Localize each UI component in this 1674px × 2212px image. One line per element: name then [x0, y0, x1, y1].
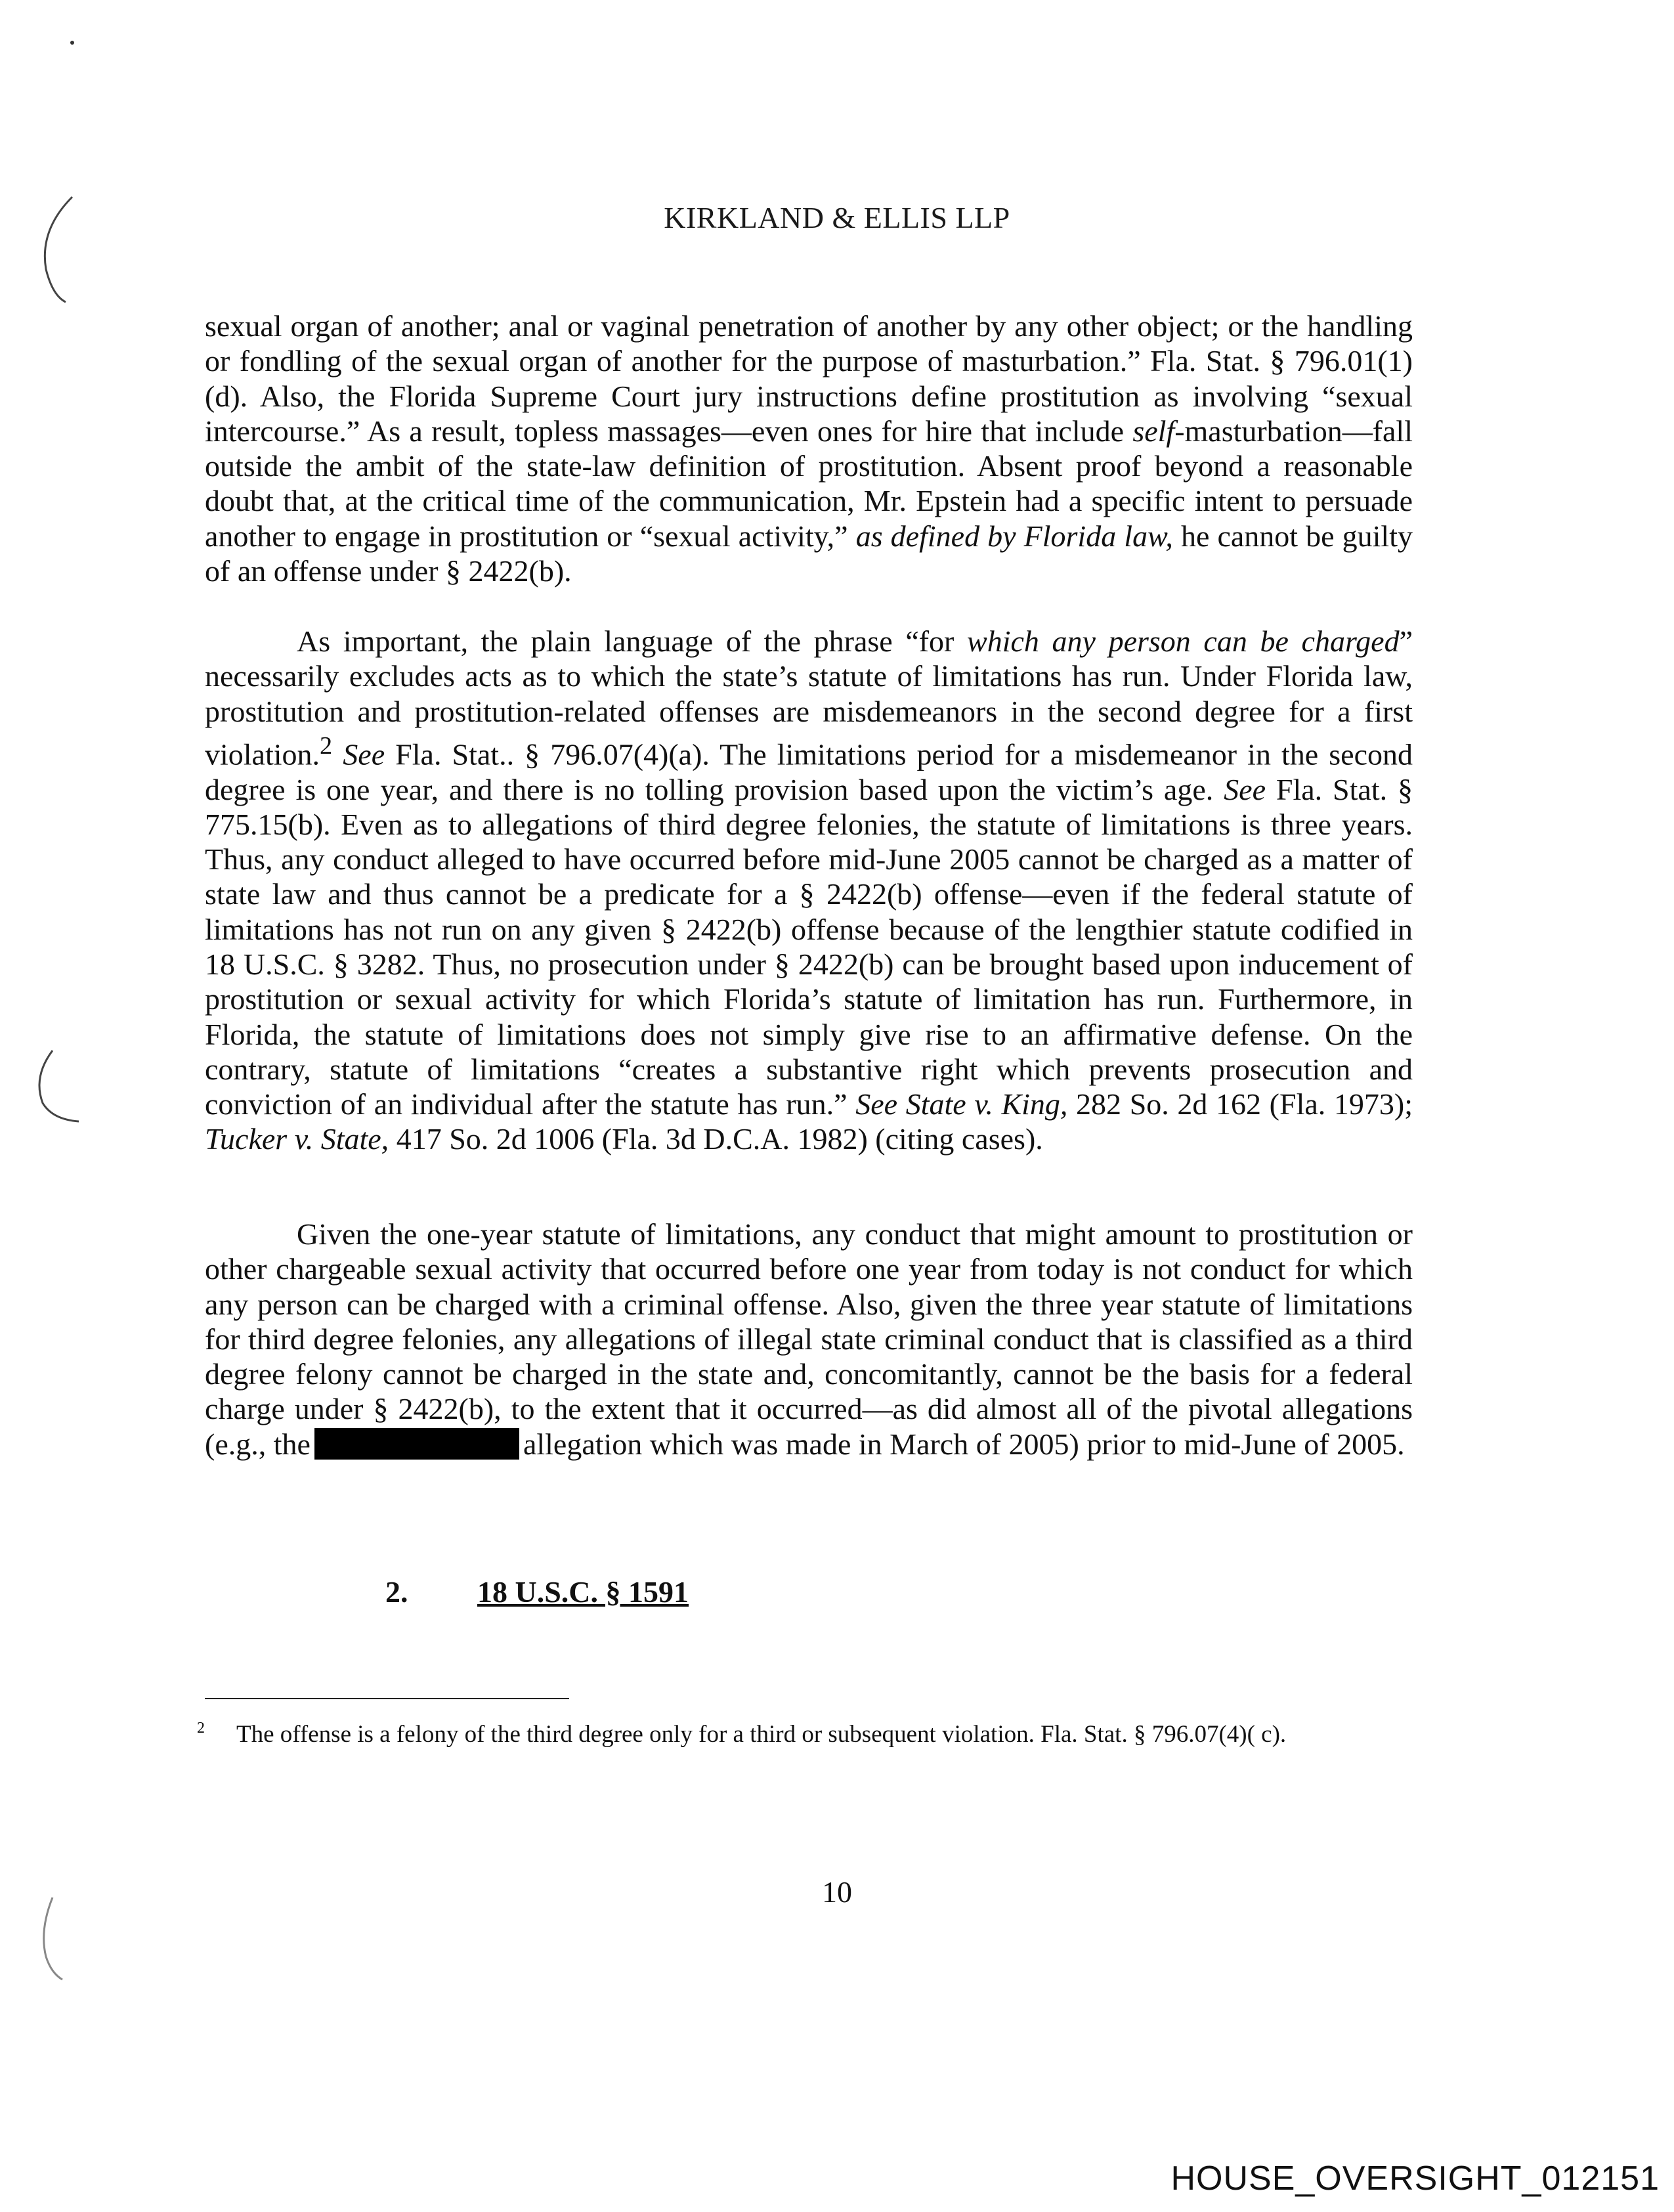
footnote-reference: 2 [320, 731, 333, 760]
section-number: 2. [385, 1575, 408, 1609]
page-number: 10 [822, 1875, 852, 1909]
scan-speck [69, 39, 75, 46]
body-paragraph-3: Given the one-year statute of limitations, any conduct that might amount to prostitution or other chargeable sexual activity that occurred before one year from today is not conduct for which any person can be charged with a criminal offense. Also, given the three year statute of limitations for third degree felonies, any allegations of illegal state criminal conduct that is classified as a third degree felony cannot be charged in the state and, concomitantly, cannot be the basis for a federal charge under § 2422(b), to the extent that it occurred—as did almost all of the pivotal allegations (e.g., the allegation which was made in March of 2005) prior to mid-June of 2005. [205, 1217, 1413, 1461]
scan-margin-mark [26, 1044, 92, 1129]
body-paragraph-1: sexual organ of another; anal or vaginal penetration of another by any other object; or the handling or fondling of the sexual organ of another for the purpose of masturbation.” Fla. Stat. § 796.01(1)(d). Also, the Florida Supreme Court jury instructions define prostitution as involving “sexual intercourse.” As a result, topless massages—even ones for hire that include self-masturbation—fall outside the ambit of the state-law definition of prostitution. Absent proof beyond a reasonable doubt that, at the critical time of the communication, Mr. Epstein had a specific intent to persuade another to engage in prostitution or “sexual activity,” as defined by Florida law, he cannot be guilty of an offense under § 2422(b). [205, 309, 1413, 588]
footnote-text: The offense is a felony of the third degree only for a third or subsequent violation. Fla. Stat. § 796.07(4)( c). [236, 1721, 1287, 1748]
footnote [197, 1714, 1444, 1749]
section-heading [385, 1574, 689, 1609]
footnote-divider [205, 1698, 569, 1699]
body-paragraph-2: As important, the plain language of the phrase “for which any person can be charged” necessarily excludes acts as to which the state’s statute of limitations has run. Under Florida law, prostitution and prostitution-related offenses are misdemeanors in the second degree for a first violation.$^2$ See Fla. Stat.. § 796.07(4)(a). The limitations period for a misdemeanor in the second degree is one year, and there is no tolling provision based upon the victim’s age. See Fla. Stat. § 775.15(b). Even as to allegations of third degree felonies, the statute of limitations is three years. Thus, any conduct alleged to have occurred before mid-June 2005 cannot be charged as a matter of state law and thus cannot be a predicate for a § 2422(b) offense—even if the federal statute of limitations has not run on any given § 2422(b) offense because of the lengthier statute codified in 18 U.S.C. § 3282. Thus, no prosecution under § 2422(b) can be brought based upon inducement of prostitution or sexual activity for which Florida’s statute of limitation has run. Furthermore, in Florida, the statute of limitations does not simply give rise to an affirmative defense. On the contrary, statute of limitations “creates a substantive right which prevents prosecution and conviction of an individual after the statute has run.” See State v. King, 282 So. 2d 162 (Fla. 1973); Tucker v. State, 417 So. 2d 1006 (Fla. 3d D.C.A. 1982) (citing cases). [205, 624, 1413, 1156]
redaction-box [314, 1428, 519, 1460]
bates-number: HOUSE_OVERSIGHT_012151 [1170, 2159, 1660, 2198]
footnote-number: 2 [197, 1720, 205, 1737]
letterhead-firm-name: KIRKLAND & ELLIS LLP [664, 201, 1010, 234]
section-title: 18 U.S.C. § 1591 [477, 1575, 689, 1609]
